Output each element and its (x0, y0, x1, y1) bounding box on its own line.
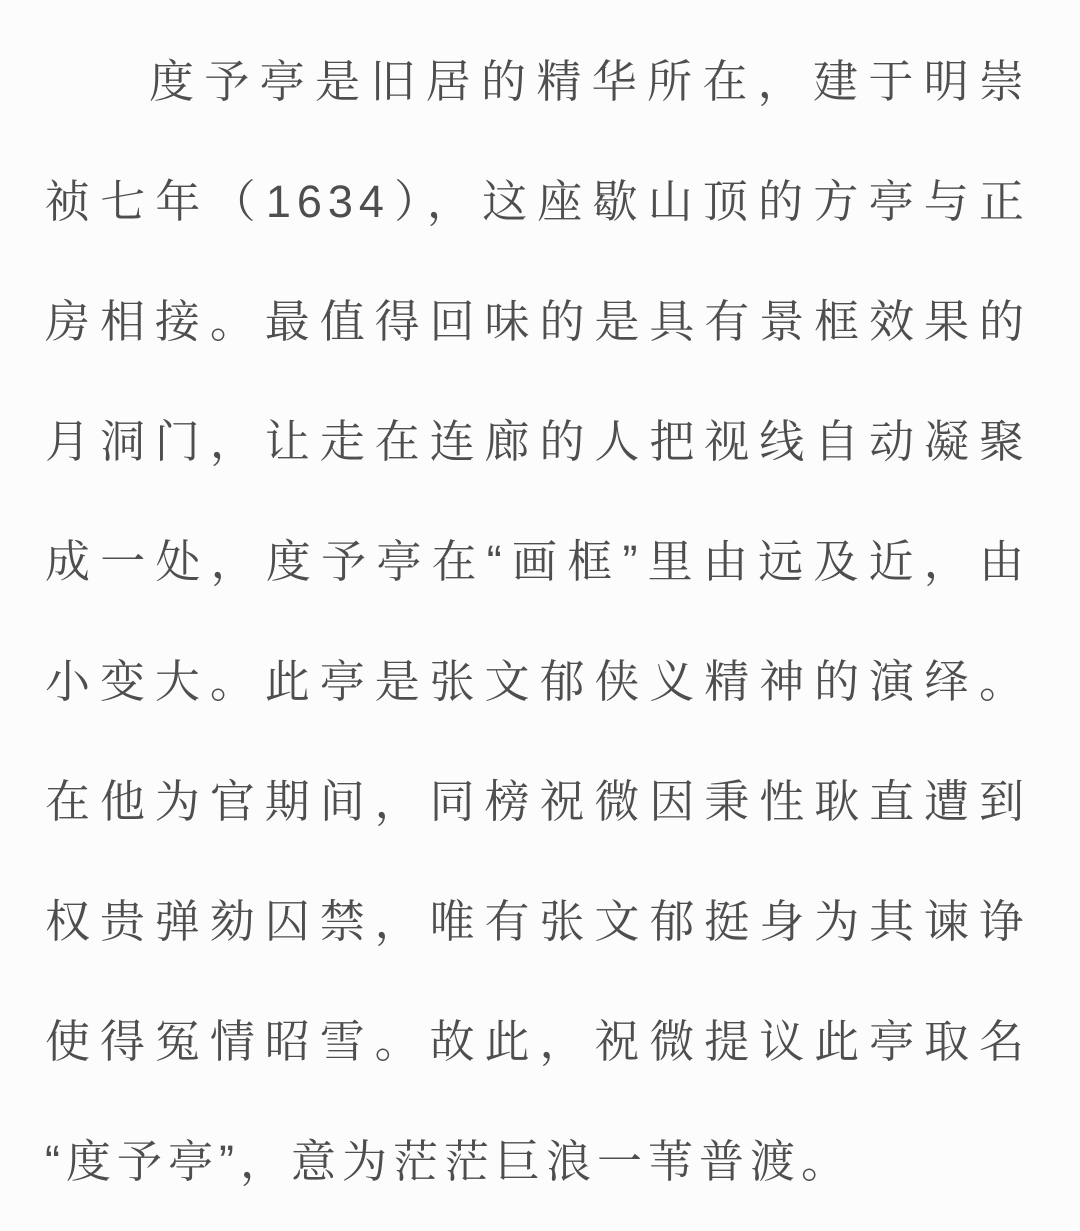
paragraph-line-8: 权贵弹劾囚禁，唯有张文郁挺身为其谏诤 (45, 896, 1030, 947)
paragraph-line-9: 使得冤情昭雪。故此，祝微提议此亭取名 (45, 1016, 1030, 1067)
paragraph-line-1: 度予亭是旧居的精华所在，建于明崇 (149, 56, 1030, 107)
paragraph-line-3: 房相接。最值得回味的是具有景框效果的 (45, 296, 1030, 347)
paragraph-line-6: 小变大。此亭是张文郁侠义精神的演绎。 (45, 656, 1030, 707)
paragraph-line-7: 在他为官期间，同榜祝微因秉性耿直遭到 (45, 776, 1030, 827)
paragraph-line-5: 成一处，度予亭在“画框”里由远及近，由 (45, 536, 1030, 587)
paragraph-line-2: 祯七年（1634），这座歇山顶的方亭与正 (45, 176, 1030, 227)
paragraph-line-10: “度予亭”，意为茫茫巨浪一苇普渡。 (45, 1136, 852, 1187)
paragraph-line-4: 月洞门，让走在连廊的人把视线自动凝聚 (45, 416, 1030, 467)
